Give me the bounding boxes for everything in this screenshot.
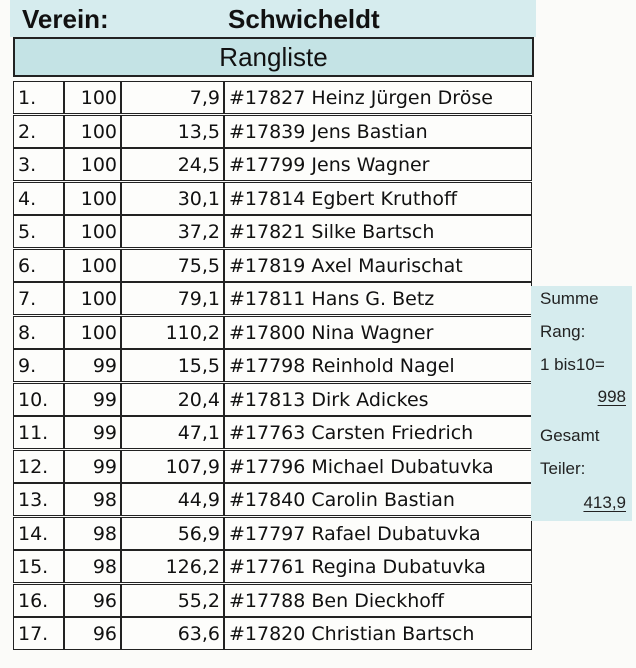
shooter-name-cell: #17840 Carolin Bastian xyxy=(224,483,532,516)
score-cell: 100 xyxy=(64,115,121,148)
rank-cell: 16. xyxy=(13,584,64,617)
shooter-name-cell: #17811 Hans G. Betz xyxy=(224,282,532,315)
teiler-cell: 15,5 xyxy=(121,349,224,382)
teiler-cell: 24,5 xyxy=(121,148,224,181)
score-cell: 100 xyxy=(64,182,121,215)
score-cell: 98 xyxy=(64,483,121,516)
rank-cell: 4. xyxy=(13,182,64,215)
shooter-name-cell: #17761 Regina Dubatuvka xyxy=(224,550,532,583)
teiler-cell: 47,1 xyxy=(121,416,224,449)
teiler-cell: 126,2 xyxy=(121,550,224,583)
ranking-title: Rangliste xyxy=(13,37,534,77)
score-cell: 100 xyxy=(64,249,121,282)
shooter-name-cell: #17821 Silke Bartsch xyxy=(224,215,532,248)
score-cell: 99 xyxy=(64,383,121,416)
teiler-cell: 55,2 xyxy=(121,584,224,617)
teiler-cell: 7,9 xyxy=(121,81,224,114)
summary-sum-label-2: Rang: xyxy=(540,322,586,341)
score-cell: 99 xyxy=(64,416,121,449)
summary-sum-label-1: Summe xyxy=(540,289,599,308)
shooter-name-cell: #17763 Carsten Friedrich xyxy=(224,416,532,449)
shooter-name-cell: #17820 Christian Bartsch xyxy=(224,617,532,650)
summary-teiler-label-2: Teiler: xyxy=(540,459,586,478)
score-cell: 98 xyxy=(64,517,121,550)
rank-cell: 7. xyxy=(13,282,64,315)
shooter-name-cell: #17819 Axel Maurischat xyxy=(224,249,532,282)
rank-cell: 6. xyxy=(13,249,64,282)
rank-cell: 1. xyxy=(13,81,64,114)
rank-cell: 17. xyxy=(13,617,64,650)
teiler-cell: 107,9 xyxy=(121,450,224,483)
teiler-cell: 79,1 xyxy=(121,282,224,315)
shooter-name-cell: #17800 Nina Wagner xyxy=(224,316,532,349)
rank-cell: 10. xyxy=(13,383,64,416)
score-cell: 99 xyxy=(64,349,121,382)
shooter-name-cell: #17797 Rafael Dubatuvka xyxy=(224,517,532,550)
rank-cell: 5. xyxy=(13,215,64,248)
rank-cell: 14. xyxy=(13,517,64,550)
rank-cell: 9. xyxy=(13,349,64,382)
shooter-name-cell: #17813 Dirk Adickes xyxy=(224,383,532,416)
shooter-name-cell: #17788 Ben Dieckhoff xyxy=(224,584,532,617)
score-cell: 98 xyxy=(64,550,121,583)
score-cell: 100 xyxy=(64,148,121,181)
teiler-cell: 63,6 xyxy=(121,617,224,650)
shooter-name-cell: #17827 Heinz Jürgen Dröse xyxy=(224,81,532,114)
score-cell: 99 xyxy=(64,450,121,483)
score-cell: 100 xyxy=(64,215,121,248)
rank-cell: 2. xyxy=(13,115,64,148)
score-cell: 96 xyxy=(64,617,121,650)
rank-cell: 3. xyxy=(13,148,64,181)
summary-panel xyxy=(531,286,632,521)
rank-cell: 8. xyxy=(13,316,64,349)
shooter-name-cell: #17839 Jens Bastian xyxy=(224,115,532,148)
shooter-name-cell: #17799 Jens Wagner xyxy=(224,148,532,181)
teiler-cell: 110,2 xyxy=(121,316,224,349)
shooter-name-cell: #17796 Michael Dubatuvka xyxy=(224,450,532,483)
score-cell: 100 xyxy=(64,282,121,315)
club-name: Schwicheldt xyxy=(228,4,380,34)
teiler-cell: 13,5 xyxy=(121,115,224,148)
summary-sum-value: 998 xyxy=(597,387,626,406)
rank-cell: 13. xyxy=(13,483,64,516)
teiler-cell: 30,1 xyxy=(121,182,224,215)
summary-sum-label-3: 1 bis10= xyxy=(540,355,605,374)
score-cell: 100 xyxy=(64,316,121,349)
rank-cell: 15. xyxy=(13,550,64,583)
rank-cell: 12. xyxy=(13,450,64,483)
summary-teiler-label-1: Gesamt xyxy=(540,426,600,445)
score-cell: 100 xyxy=(64,81,121,114)
teiler-cell: 37,2 xyxy=(121,215,224,248)
teiler-cell: 75,5 xyxy=(121,249,224,282)
teiler-cell: 44,9 xyxy=(121,483,224,516)
teiler-cell: 20,4 xyxy=(121,383,224,416)
score-cell: 96 xyxy=(64,584,121,617)
club-label: Verein: xyxy=(22,4,109,34)
shooter-name-cell: #17798 Reinhold Nagel xyxy=(224,349,532,382)
teiler-cell: 56,9 xyxy=(121,517,224,550)
summary-teiler-value: 413,9 xyxy=(583,493,626,512)
shooter-name-cell: #17814 Egbert Kruthoff xyxy=(224,182,532,215)
rank-cell: 11. xyxy=(13,416,64,449)
